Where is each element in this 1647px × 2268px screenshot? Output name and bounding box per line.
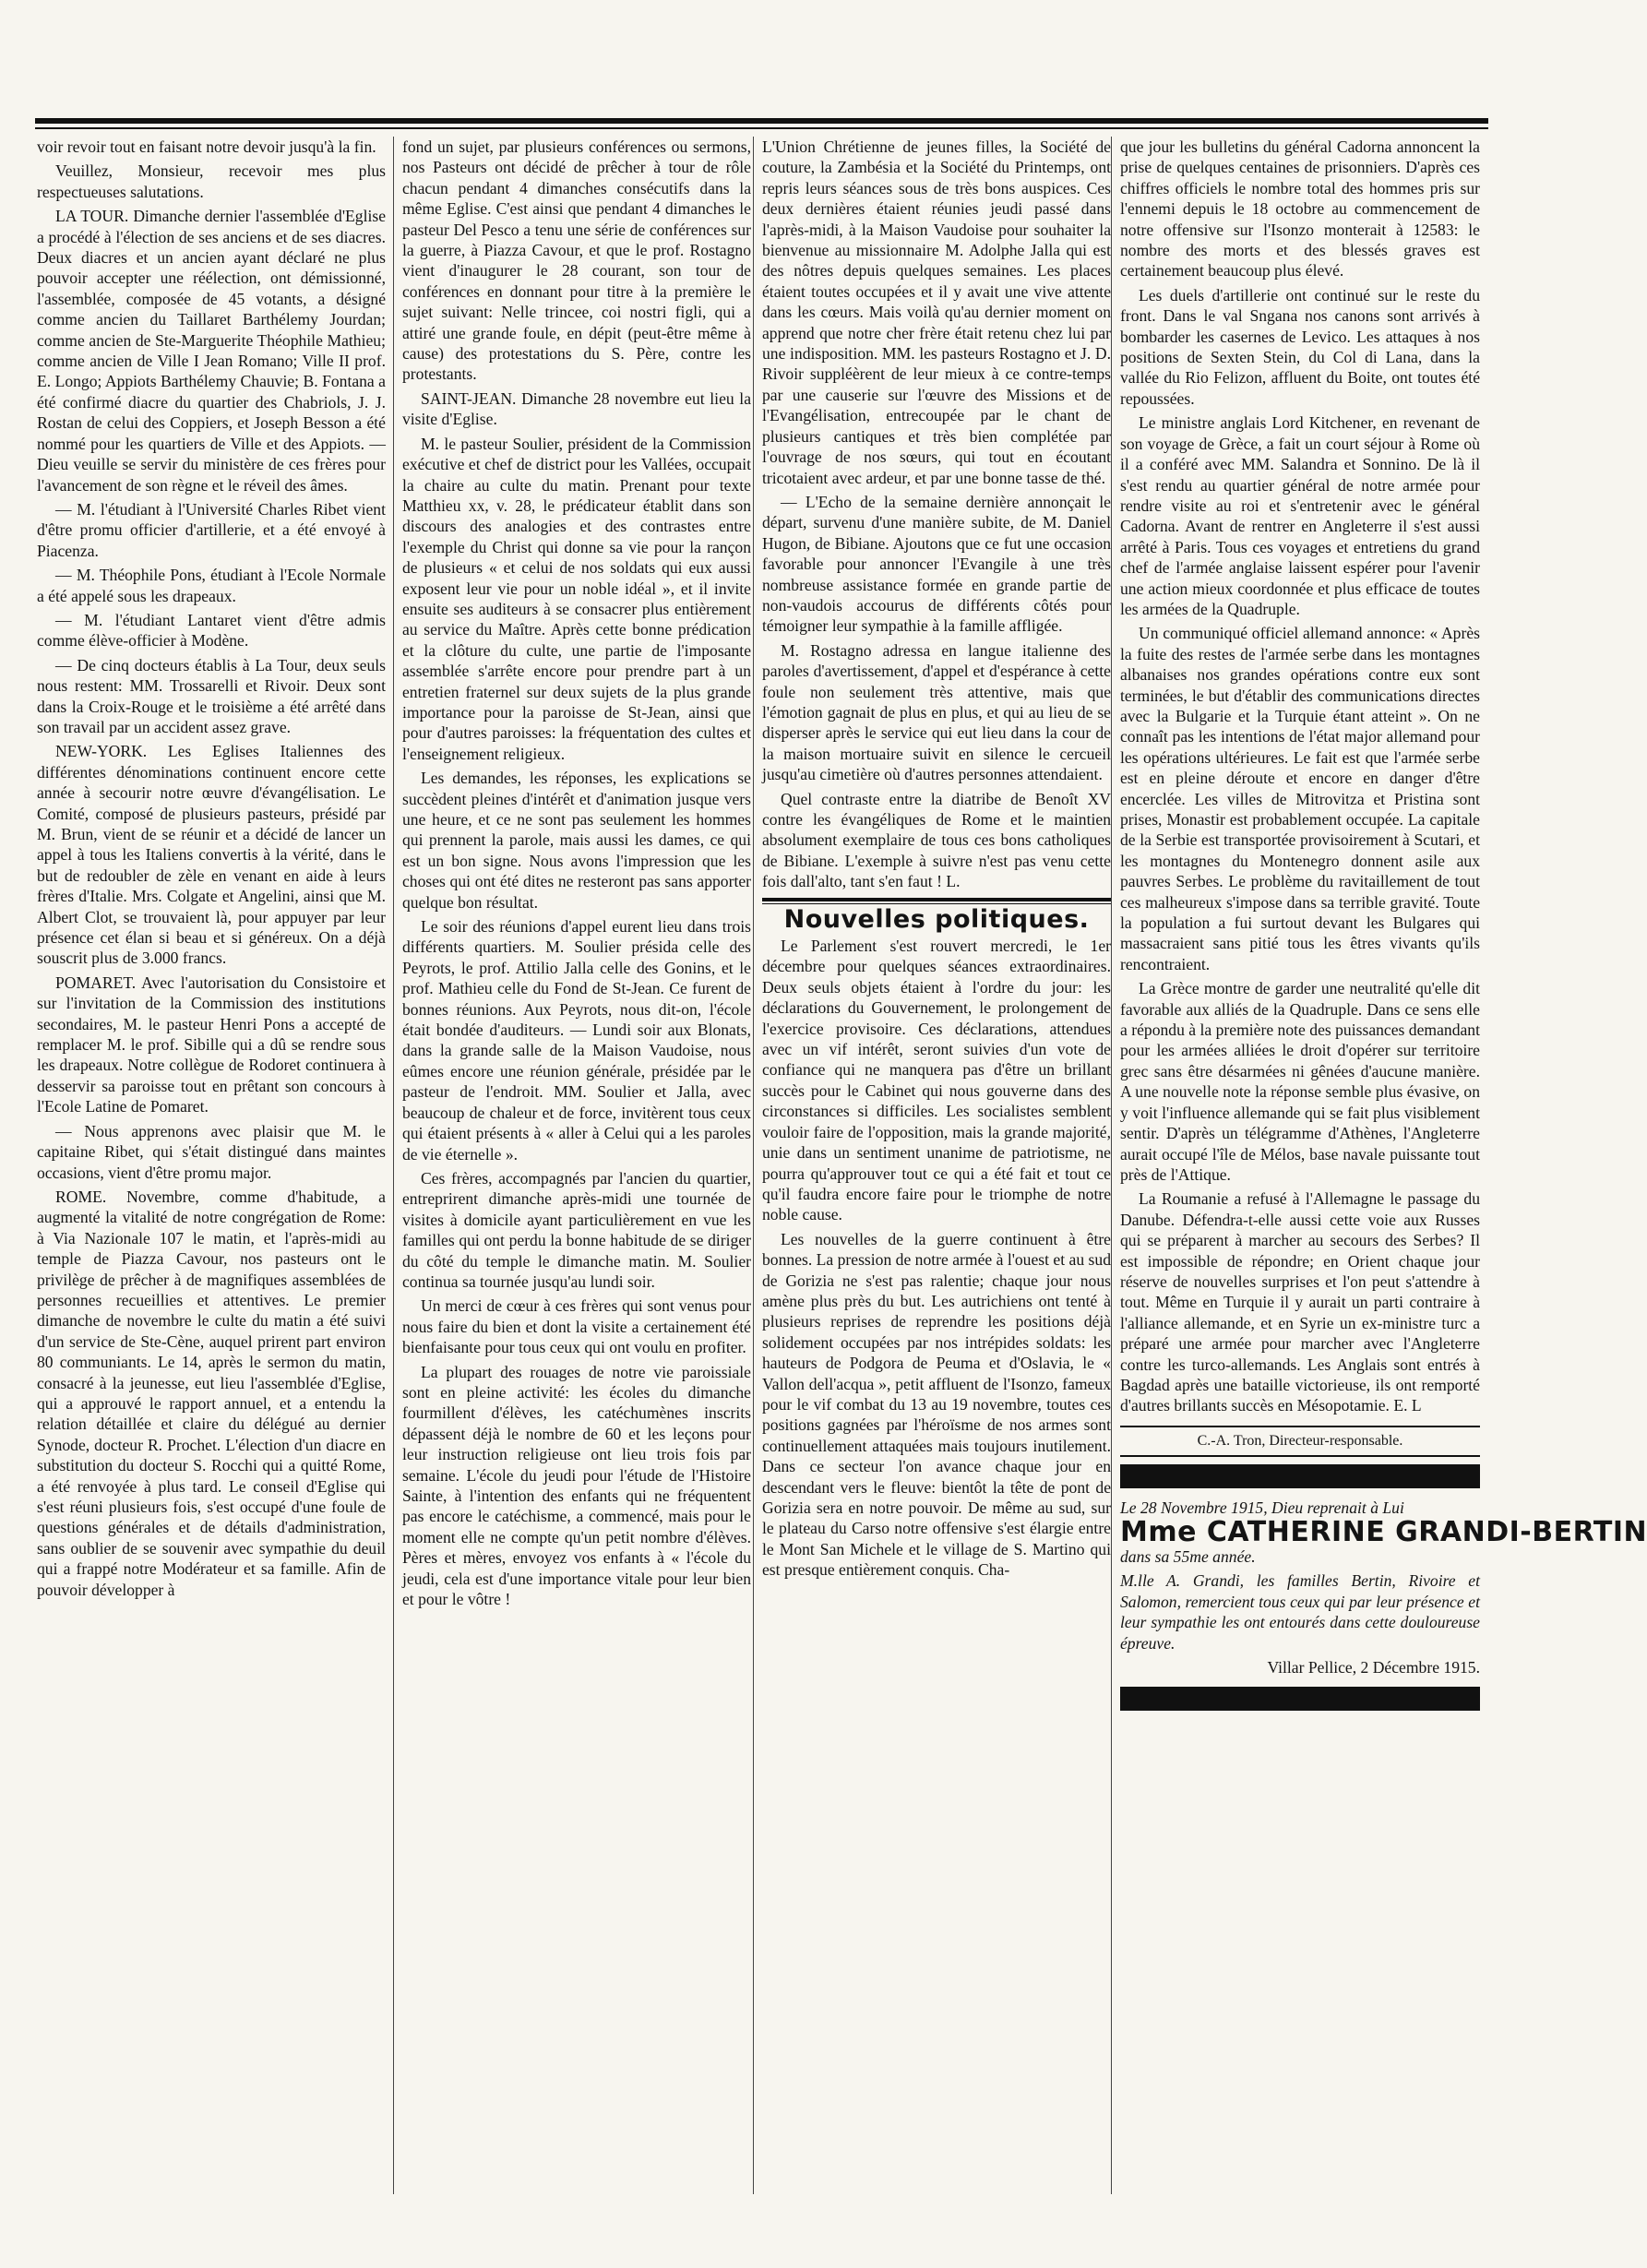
top-rule-thin	[35, 127, 1488, 129]
paragraph: Les nouvelles de la guerre continuent à être bonnes. La pression de notre armée à l'ouest et au sud de Gorizia ne s'est pas ralentie; chaque jour nous amène plus près du but. Les autrichiens ont tenté à plusieurs reprises de reprendre les positions déjà solidement occupées par nos intrépides soldats: les hauteurs de Podgora de Peuma et d'Oslavia, le « Vallon dell'acqua », petit affluent de l'Isonzo, fameux pour le vif combat du 13 au 19 novembre, toutes ces positions gagnées par l'héroïsme de nos armes sont continuellement attaquées mais toujours inutilement. Dans ce secteur l'on avance chaque jour en descendant vers le fleuve: bientôt la tête de pont de Gorizia sera en notre pouvoir. De même au sud, sur le plateau du Carso notre offensive s'est élargie entre le Mont San Michele et le village de S. Martino qui est presque entièrement conquis. Cha-	[762, 1229, 1111, 1580]
top-rule	[35, 118, 1488, 124]
paragraph: POMARET. Avec l'autorisation du Consistoire et sur l'invitation de la Commission des institutions secondaires, M. le pasteur Henri Pons a accepté de remplacer M. le prof. Sibille qui a dû se rendre sous les drapeaux. Notre collègue de Rodoret continuera à desservir sa paroisse tout en prêtant son concours à l'Ecole Latine de Pomaret.	[37, 973, 386, 1116]
paragraph: Veuillez, Monsieur, recevoir mes plus respectueuses salutations.	[37, 161, 386, 201]
paragraph: Le soir des réunions d'appel eurent lieu dans trois différents quartiers. M. Soulier présida celle des Peyrots, le prof. Attilio Jalla celle des Gonins, et le prof. Mathieu celle du Fond de St-Jean. Ce furent de bonnes réunions. Aux Peyrots, nous dit-on, l'école était bondée d'auditeurs. — Lundi soir aux Blonats, dans la grande salle de la Maison Vaudoise, nous eûmes encore une réunion générale, présidée par le pasteur de l'endroit. MM. Soulier et Jalla, avec beaucoup de chaleur et de force, invitèrent tous ceux qui étaient présents à « aller à Celui qui a les paroles de vie éternelle ».	[402, 917, 751, 1164]
column-4	[1120, 137, 1647, 1711]
obituary-line: Le 28 Novembre 1915, Dieu reprenait à Lui	[1120, 1498, 1404, 1518]
section-rule-thin	[762, 903, 1111, 904]
paragraph: — M. l'étudiant à l'Université Charles Ribet vient d'être promu officier d'artillerie, et a été envoyé à Piacenza.	[37, 499, 386, 560]
paragraph: Un communiqué officiel allemand annonce: « Après la fuite des restes de l'armée serbe dans les montagnes albanaises nos grandes opérations contre eux sont terminées, le but d'établir des communications directes avec la Bulgarie et la Turquie étant atteint ». On ne connaît pas les intentions de l'état major allemand pour les opérations ultérieures. Le fait est que l'armée serbe est en pleine déroute et encore en danger d'être encerclée. Les villes de Mitrovitza et Pristina sont prises, Monastir est probablement occupée. La capitale de la Serbie est transportée provisoirement à Scutari, et les montagnes du Montenegro donnent asile aux pauvres Serbes. Le problème du ravitaillement de tout ces malheureux s'impose dans sa terrible gravité. Toute la population a fui surtout devant les Bulgares qui massacraient sans pitié tous les êtres vivants qu'ils rencontraient.	[1120, 624, 1480, 973]
section-title: Nouvelles politiques.	[783, 904, 1090, 934]
obituary-thanks: M.lle A. Grandi, les familles Bertin, Rivoire et Salomon, remercient tous ceux qui par leur présence et leur sympathie les ont entourés dans cette douloureuse épreuve.	[1120, 1571, 1480, 1653]
obituary-name: Mme CATHERINE GRANDI-BERTIN	[1120, 1515, 1647, 1548]
paragraph: fond un sujet, par plusieurs conférences ou sermons, nos Pasteurs ont décidé de prêcher à tour de rôle chacun pendant 4 dimanches consécutifs dans la même Eglise. C'est ainsi que pendant 4 dimanches le pasteur Del Pesco a tenu une série de conférences sur la guerre, à Piazza Cavour, et que le prof. Rostagno vient d'inaugurer le 28 courant, son tour de conférences en donnant pour titre à la première le sujet suivant: Nelle trincee, coi nostri figli, qui a attiré une grande foule, en dépit (peut-être même à cause) des protestations du S. Père, contre les protestants.	[402, 137, 751, 384]
paragraph: Les duels d'artillerie ont continué sur le reste du front. Dans le val Sngana nos canons sont arrivés à bombarder les casernes de Levico. Les attaques à nos positions de Sexten Stein, du Col di Lana, dans la vallée du Rio Felizon, affluent du Boite, ont toutes été repoussées.	[1120, 285, 1480, 408]
paragraph: Le Parlement s'est rouvert mercredi, le 1er décembre pour quelques séances extraordinaires. Deux seuls objets étaient à l'ordre du jour: les déclarations du Gouvernement, le prolongement de l'exercice provisoire. Ces déclarations, attendues avec un vif intérêt, seront suivies d'un vote de confiance qui ne manquera pas d'être un brillant succès pour le Cabinet qui nous gouverne dans des circonstances si difficiles. Les socialistes semblent vouloir faire de l'opposition, mais la grande majorité, unie dans un sentiment unanime de patriotisme, ne pourra qu'approuver tout ce qui a été fait et tout ce qu'il faudra encore faire pour le triomphe de notre noble cause.	[762, 937, 1111, 1224]
obituary-place-date: Villar Pellice, 2 Décembre 1915.	[1267, 1658, 1480, 1677]
paragraph: La Roumanie a refusé à l'Allemagne le passage du Danube. Défendra-t-elle aussi cette voie aux Russes qui se préparent à marcher au secours des Serbes? Il est impossible de répondre; en Orient chaque jour réserve de nouvelles surprises et l'on peut s'attendre à tout. Même en Turquie il y aurait un parti contraire à l'alliance allemande, et en Syrie un ex-ministre turc a préparé une armée pour marcher avec l'Angleterre contre les turco-allemands. Les Anglais sont entrés à Bagdad après une bataille victorieuse, ils ont remporté d'autres brillants succès en Mésopotamie. E. L	[1120, 1189, 1480, 1415]
paragraph: L'Union Chrétienne de jeunes filles, la Société de couture, la Zambésia et la Société du Printemps, ont repris leurs séances sous de très bons auspices. Ces deux dernières étaient réunies jeudi passé dans l'après-midi, à la Maison Vaudoise pour souhaiter la bienvenue au missionnaire M. Adolphe Jalla qui est des nôtres depuis quelques semaines. Les places étaient toutes occupées et il y avait une vive attente dans les cœurs. Mais voilà qu'au dernier moment on apprend que notre cher frère était retenu chez lui par une indisposition. MM. les pasteurs Rostagno et J. D. Rivoir suppléèrent de leur mieux à ce contre-temps par une causerie sur l'œuvre des Missions et de l'Evangélisation, entrecoupée par le chant de plusieurs cantiques et très bien complétée par l'ouvrage de nos sœurs, qui tout en écoutant tricotaient avec ardeur, et par une bonne tasse de thé.	[762, 137, 1111, 487]
column-3	[762, 137, 1111, 1584]
paragraph: Ces frères, accompagnés par l'ancien du quartier, entreprirent dimanche après-midi une tournée de visites à domicile ayant particulièrement en vue les familles qui ont perdu la bonne habitude de se diriger du côté du temple le dimanche matin. M. Soulier continua sa tournée jusqu'au lundi soir.	[402, 1168, 751, 1291]
paragraph: La Grèce montre de garder une neutralité qu'elle dit favorable aux alliés de la Quadruple. Dans ce sens elle a répondu à la première note des puissances demandant pour les armées alliées le droit d'opérer sur territoire grec sans être désarmées ni gênées d'aucune manière. A une nouvelle note la réponse semble plus évasive, on y voit l'influence allemande qui se fait plus visiblement sentir. D'après un télégramme d'Athènes, l'Angleterre aurait occupé l'île de Mélos, base navale puissante tout près de l'Attique.	[1120, 979, 1480, 1184]
section-rule	[762, 898, 1111, 901]
paragraph: Le ministre anglais Lord Kitchener, en revenant de son voyage de Grèce, a fait un court séjour à Rome où il a conféré avec MM. Salandra et Sonnino. De là il s'est rendu au quartier général de notre armée pour rendre visite au roi et s'entretenir avec le général Cadorna. Avant de rentrer en Angleterre il s'est aussi arrêté à Paris. Tous ces voyages et entretiens du grand chef de l'armée anglaise laissent espérer pour l'avenir une action mieux coordonnée et plus efficace de toutes les armées de la Quadruple.	[1120, 413, 1480, 618]
paragraph: — M. Théophile Pons, étudiant à l'Ecole Normale a été appelé sous les drapeaux.	[37, 566, 386, 605]
paragraph: M. Rostagno adressa en langue italienne des paroles d'avertissement, d'appel et d'espérance à cette foule non seulement très attentive, mais que l'émotion gagnait de plus en plus, et qui au lieu de se disperser après le service qui eut lieu dans la cour de la maison mortuaire suivit en silence le cercueil jusqu'au cimetière où d'autres personnes attendaient.	[762, 640, 1111, 784]
paragraph: — Nous apprenons avec plaisir que M. le capitaine Ribet, qui s'était distingué dans maintes occasions, vient d'être promu major.	[37, 1121, 386, 1182]
column-1	[37, 137, 386, 1604]
paragraph: — L'Echo de la semaine dernière annonçait le départ, survenu d'une manière subite, de M. Daniel Hugon, de Bibiane. Ajoutons que ce fut une occasion favorable pour annoncer l'Evangile à une très nombreuse assistance formée en grande partie de non-vaudois accourus de différents côtés pour témoigner leur sympathie à la famille affligée.	[762, 492, 1111, 636]
paragraph: Quel contraste entre la diatribe de Benoît XV contre les évangéliques de Rome et le maintien absolument exemplaire de tous ces bons catholiques de Bibiane. L'exemple à suivre n'est pas venu cette fois dall'alto, tant s'en faut ! L.	[762, 789, 1111, 891]
obituary-bar-bottom	[1120, 1687, 1480, 1711]
paragraph: voir revoir tout en faisant notre devoir jusqu'à la fin.	[37, 137, 376, 156]
obituary-notice	[1120, 1498, 1647, 1677]
paragraph: Les demandes, les réponses, les explications se succèdent pleines d'intérêt et d'animation jusque vers une heure, et ce ne sont pas seulement les hommes qui prennent la parole, mais aussi les dames, ce qui est un bon signe. Nous avons l'impression que les choses qui ont été dites ne resteront pas sans apporter quelque bon résultat.	[402, 769, 751, 912]
paragraph: — De cinq docteurs établis à La Tour, deux seuls nous restent: MM. Trossarelli et Rivoir. Deux sont dans la Croix-Rouge et le troisième a été arrêté dans son travail par un accident assez grave.	[37, 655, 386, 736]
paragraph: M. le pasteur Soulier, président de la Commission exécutive et chef de district pour les Vallées, occupait la chaire au culte du matin. Prenant pour texte Matthieu xx, v. 28, le prédicateur établit dans son discours des analogies et des contrastes entre l'exemple du Christ qui donne sa vie pour la rançon de plusieurs « et celui de nos soldats qui eux aussi exposent leur vie pour un noble idéal », et il invite ensuite ses auditeurs à se consacrer plus entièrement au service du Maître. Après cette bonne prédication et la clôture du culte, une partie de l'imposante assemblée s'arrête encore pour prendre part à un entretien fraternel sur deux sujets de la plus grande importance pour la paroisse de St-Jean, ainsi que pour d'autres paroisses: la fréquentation des cultes et l'enseignement religieux.	[402, 434, 751, 763]
paragraph: Un merci de cœur à ces frères qui sont venus pour nous faire du bien et dont la visite a certainement été bienfaisante pour tous ceux qui ont voulu en profiter.	[402, 1296, 751, 1357]
obituary-bar-top	[1120, 1464, 1480, 1488]
paragraph: SAINT-JEAN. Dimanche 28 novembre eut lieu la visite d'Eglise.	[402, 388, 751, 429]
column-divider	[1111, 137, 1112, 2194]
paragraph: que jour les bulletins du général Cadorna annoncent la prise de quelques centaines de prisonniers. D'après ces chiffres officiels le nombre total des hommes pris sur l'ennemi depuis le 18 octobre au commencement de notre offensive sur l'Isonzo monterait à 12583: le nombre des morts et des blessés graves est certainement beaucoup plus élevé.	[1120, 137, 1480, 281]
column-divider	[393, 137, 394, 2194]
director-credit: C.-A. Tron, Directeur-responsable.	[1120, 1426, 1480, 1457]
column-2	[402, 137, 751, 1613]
column-divider	[753, 137, 754, 2194]
paragraph: LA TOUR. Dimanche dernier l'assemblée d'Eglise a procédé à l'élection de ses anciens et de ses diacres. Deux diacres et un ancien ayant déclaré ne plus pouvoir accepter une réélection, ont démissionné, l'assemblée, composée de 45 votants, a désigné comme ancien du Taillaret Barthélemy Jourdan; comme ancien de Ste-Marguerite Théophile Mathieu; comme ancien de Ville I Jean Romano; Ville II prof. E. Longo; Appiots Barthélemy Chauvie; B. Fontana a été confirmé diacre du quartier des Chabriols, J. J. Rostan de celui des Coppiers, et Joseph Besson a été nommé pour les quartiers de Ville et des Appiots. — Dieu veuille se servir du ministère de ces frères pour l'avancement de son règne et le réveil des âmes.	[37, 207, 386, 495]
paragraph: NEW-YORK. Les Eglises Italiennes des différentes dénominations continuent encore cette année à secourir notre œuvre d'évangélisation. Le Comité, composé de plusieurs pasteurs, présidé par M. Brun, vient de se réunir et a décidé de lancer un appel à tous les Italiens convertis à la vérité, dans le but de redoubler de zèle en venant en aide à leurs frères d'Italie. Mrs. Colgate et Angelini, ainsi que M. Albert Clot, se trouvaient là, pour appuyer par leur présence cet élan si beau et si généreux. On a déjà souscrit plus de 3.000 francs.	[37, 742, 386, 968]
paragraph: La plupart des rouages de notre vie paroissiale sont en pleine activité: les écoles du dimanche fourmillent d'élèves, les catéchumènes inscrits dépassent déjà le nombre de 60 et les leçons pour leur instruction religieuse ont lieu trois fois par semaine. L'école du jeudi pour l'étude de l'Histoire Sainte, à l'intention des enfants qui ne fréquentent pas encore le catéchisme, a commencé, mais pour le moment elle ne compte qu'un petit nombre d'élèves. Pères et mères, envoyez vos enfants à « l'école du jeudi, cela est d'une importance vitale pour leur bien et pour le vôtre !	[402, 1362, 751, 1609]
obituary-age: dans sa 55me année.	[1120, 1547, 1256, 1566]
paragraph: — M. l'étudiant Lantaret vient d'être admis comme élève-officier à Modène.	[37, 610, 386, 651]
paragraph: ROME. Novembre, comme d'habitude, a augmenté la vitalité de notre congrégation de Rome: à Via Nazionale 107 le matin, et l'après-midi au temple de Piazza Cavour, nos pasteurs ont le privilège de prêcher à de magnifiques assemblées de personnes recueillies et attentives. Le premier dimanche de novembre le culte du matin a été suivi d'un service de Ste-Cène, auquel prirent part environ 80 communiants. Le 14, après le sermon du matin, consacré à la jeunesse, eut lieu l'assemblée d'Eglise, qui a approuvé le rapport annuel, et a entendu la relation détaillée et claire du délégué au dernier Synode, docteur R. Prochet. L'élection d'un diacre en substitution du docteur S. Rocchi qui a quitté Rome, a été renvoyée à plus tard. Le conseil d'Eglise qui s'est réuni plusieurs fois, s'est occupé d'une foule de questions générales et de détails d'administration, sans oublier de se souvenir avec sympathie du deuil qui a frappé notre Modérateur et sa famille. Afin de pouvoir développer à	[37, 1187, 386, 1599]
